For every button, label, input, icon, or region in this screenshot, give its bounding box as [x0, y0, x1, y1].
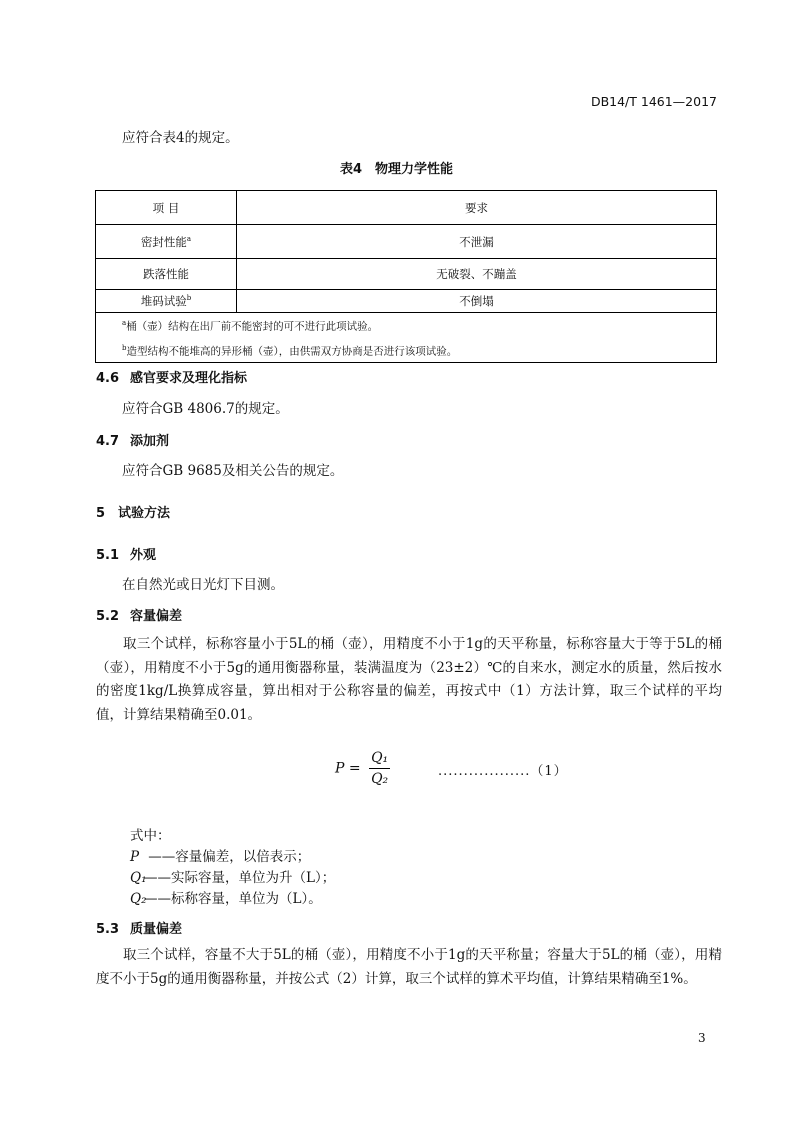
formula-fraction: $\frac{\text{Q₁}}{\text{Q₂}}$: [371, 750, 389, 787]
section-text-5-2: 取三个试样，标称容量小于5L的桶（壶），用精度不小于1g的天平称量，标称容量大于等于5L的桶（壶），用精度不小于5g的通用衡器称量，装满温度为（23±2）℃的自来水，测定水的质量，然后按水的密度1kg/L换算成容量，算出相对于公称容量的偏差，再按式中（1）方法计算，取三个试样的平均值，计算结果精确至0.01。: [96, 636, 722, 723]
footnote-mark: a: [186, 234, 192, 243]
table-notes-row: [96, 313, 717, 363]
section-text-5-3: 取三个试样，容量不大于5L的桶（壶），用精度不小于1g的天平称量；容量大于5L的桶（壶），用精度不小于5g的通用衡器称量，并按公式（2）计算，取三个试样的算术平均值，计算结果精确至1%。: [96, 947, 722, 987]
table-row: [96, 290, 717, 313]
table-note: $^a$桶（壶）结构在出厂前不能密封的可不进行此项试验。: [122, 319, 379, 333]
table-note: $^b$造型结构不能堆高的异形桶（壶），由供需双方协商是否进行该项试验。: [122, 343, 458, 357]
row-item: 跌落性能: [96, 259, 237, 290]
section-text-4-6: 应符合GB 4806.7的规定。: [122, 401, 289, 417]
formula-1: P = $\frac{\text{Q₁}}{\text{Q₂}}$: [335, 750, 389, 787]
section-heading-4-6: 4.6 感官要求及理化指标: [96, 371, 248, 386]
section-heading-5-3: 5.3 质量偏差: [96, 922, 183, 937]
formula-label: ..................（1）: [438, 764, 568, 779]
row-req: 无破裂、不蹦盖: [237, 259, 717, 290]
row-item: 堆码试验$^b$: [96, 290, 237, 313]
table-notes: [96, 313, 717, 363]
section-text-5-1: 在自然光或日光灯下目测。: [122, 577, 284, 593]
section-heading-5-2: 5.2 容量偏差: [96, 609, 183, 624]
page-number: 3: [698, 1031, 706, 1045]
col-header-item: 项 目: [96, 191, 237, 225]
where-var: Q₂——标称容量，单位为（L）。: [130, 891, 322, 907]
row-req: 不泄漏: [237, 225, 717, 259]
col-header-req: 要求: [237, 191, 717, 225]
footnote-mark: b: [186, 294, 192, 303]
section-text-4-7: 应符合GB 9685及相关公告的规定。: [122, 463, 344, 479]
table-row: [96, 225, 717, 259]
section-heading-5-1: 5.1 外观: [96, 548, 157, 563]
where-intro: 式中：: [130, 828, 171, 844]
where-var: P ——容量偏差，以倍表示；: [130, 849, 311, 865]
where-var: Q₁——实际容量，单位为升（L）；: [130, 870, 336, 886]
table-4: [95, 190, 717, 363]
intro-text: 应符合表4的规定。: [122, 130, 239, 146]
table-header-row: [96, 191, 717, 225]
section-heading-4-7: 4.7 添加剂: [96, 434, 170, 449]
doc-code: DB14/T 1461—2017: [590, 94, 717, 109]
table-row: [96, 259, 717, 290]
section-heading-5: 5 试验方法: [96, 506, 171, 521]
row-item: 密封性能$^a$: [96, 225, 237, 259]
row-req: 不倒塌: [237, 290, 717, 313]
table-caption: 表4 物理力学性能: [339, 162, 454, 177]
